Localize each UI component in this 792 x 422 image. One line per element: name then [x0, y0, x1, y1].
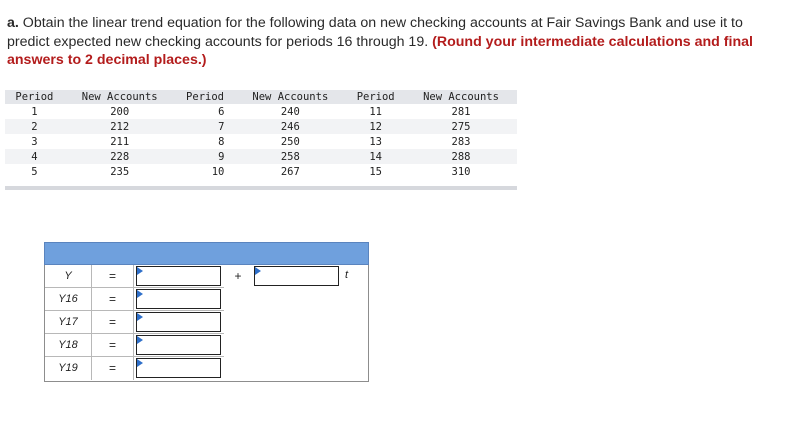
- equation-row: [45, 265, 370, 288]
- table-row: [5, 134, 517, 149]
- question-body: Obtain the linear trend equation for the following data on new checking accounts at Fair Savings Bank and use it to predict expected new checking accounts for periods 16 through 19.: [7, 15, 743, 50]
- table-cell: 288: [405, 149, 517, 164]
- forecast-input-y16[interactable]: [136, 289, 221, 309]
- table-cell: 281: [451, 105, 471, 118]
- plus-sign: +: [234, 269, 242, 283]
- intercept-input[interactable]: [136, 266, 221, 286]
- table-row: [5, 149, 517, 164]
- table-cell: 8: [218, 135, 225, 148]
- header-accounts-3: New Accounts: [405, 90, 517, 104]
- answer-grid: [44, 242, 369, 382]
- table-cell: 15: [369, 165, 382, 178]
- equation-label: Y: [45, 265, 92, 288]
- table-cell: 3: [31, 135, 38, 148]
- table-cell: 250: [280, 135, 300, 148]
- equals-sign: =: [92, 288, 134, 311]
- table-row: [5, 164, 517, 179]
- header-accounts-1: New Accounts: [64, 90, 176, 104]
- rounding-note: (Round your intermediate calculations and final answers to 2 decimal places.): [7, 33, 753, 68]
- empty-cell: [224, 334, 370, 357]
- table-cell: 211: [110, 135, 130, 148]
- table-cell: 13: [369, 135, 382, 148]
- header-period-3: Period: [346, 90, 405, 104]
- question-label: a.: [7, 15, 19, 31]
- table-cell: 6: [218, 105, 225, 118]
- table-cell: 246: [234, 119, 346, 134]
- forecast-cell: [134, 288, 224, 311]
- intercept-cell: [134, 265, 224, 288]
- table-cell: 228: [64, 149, 176, 164]
- table-cell: 10: [211, 165, 225, 178]
- table-row: [5, 104, 517, 119]
- table-cell: 2: [5, 119, 64, 134]
- header-period-1: Period: [5, 90, 64, 104]
- answer-grid-body: [44, 265, 369, 382]
- time-variable: t: [345, 269, 349, 281]
- question-text: [7, 14, 782, 70]
- table-cell: 267: [280, 165, 300, 178]
- table-cell: 12: [346, 119, 405, 134]
- table-cell: 7: [176, 119, 235, 134]
- table-cell: 212: [64, 119, 176, 134]
- data-table-header: [5, 90, 517, 104]
- forecast-input-y17[interactable]: [136, 312, 221, 332]
- slope-input[interactable]: [254, 266, 339, 286]
- table-cell: 283: [451, 135, 471, 148]
- forecast-label: Y19: [45, 357, 92, 380]
- table-cell: 1: [31, 105, 38, 118]
- empty-cell: [224, 311, 370, 334]
- forecast-row: [45, 357, 370, 380]
- table-cell: 4: [5, 149, 64, 164]
- table-cell: 9: [176, 149, 235, 164]
- empty-cell: [224, 288, 370, 311]
- forecast-label: Y18: [45, 334, 92, 357]
- slope-cell: [252, 265, 342, 288]
- equals-sign: =: [92, 357, 134, 380]
- equals-sign: =: [92, 265, 134, 288]
- table-cell: 5: [31, 165, 38, 178]
- table-bottom-divider: [5, 186, 517, 190]
- forecast-label: Y17: [45, 311, 92, 334]
- equals-sign: =: [92, 334, 134, 357]
- forecast-row: [45, 311, 370, 334]
- forecast-label: Y16: [45, 288, 92, 311]
- table-row: [5, 119, 517, 134]
- table-cell: 258: [234, 149, 346, 164]
- forecast-cell: [134, 311, 224, 334]
- equals-sign: =: [92, 311, 134, 334]
- table-cell: 200: [110, 105, 130, 118]
- data-table: [5, 90, 517, 179]
- table-cell: 275: [405, 119, 517, 134]
- table-cell: 14: [346, 149, 405, 164]
- header-period-2: Period: [176, 90, 235, 104]
- forecast-row: [45, 288, 370, 311]
- table-cell: 11: [369, 105, 382, 118]
- forecast-row: [45, 334, 370, 357]
- header-accounts-2: New Accounts: [234, 90, 346, 104]
- forecast-input-y19[interactable]: [136, 358, 221, 378]
- table-cell: 310: [451, 165, 471, 178]
- forecast-cell: [134, 334, 224, 357]
- answer-grid-header: [44, 242, 369, 265]
- table-cell: 240: [280, 105, 300, 118]
- forecast-input-y18[interactable]: [136, 335, 221, 355]
- empty-cell: [224, 357, 370, 380]
- table-cell: 235: [110, 165, 130, 178]
- forecast-cell: [134, 357, 224, 380]
